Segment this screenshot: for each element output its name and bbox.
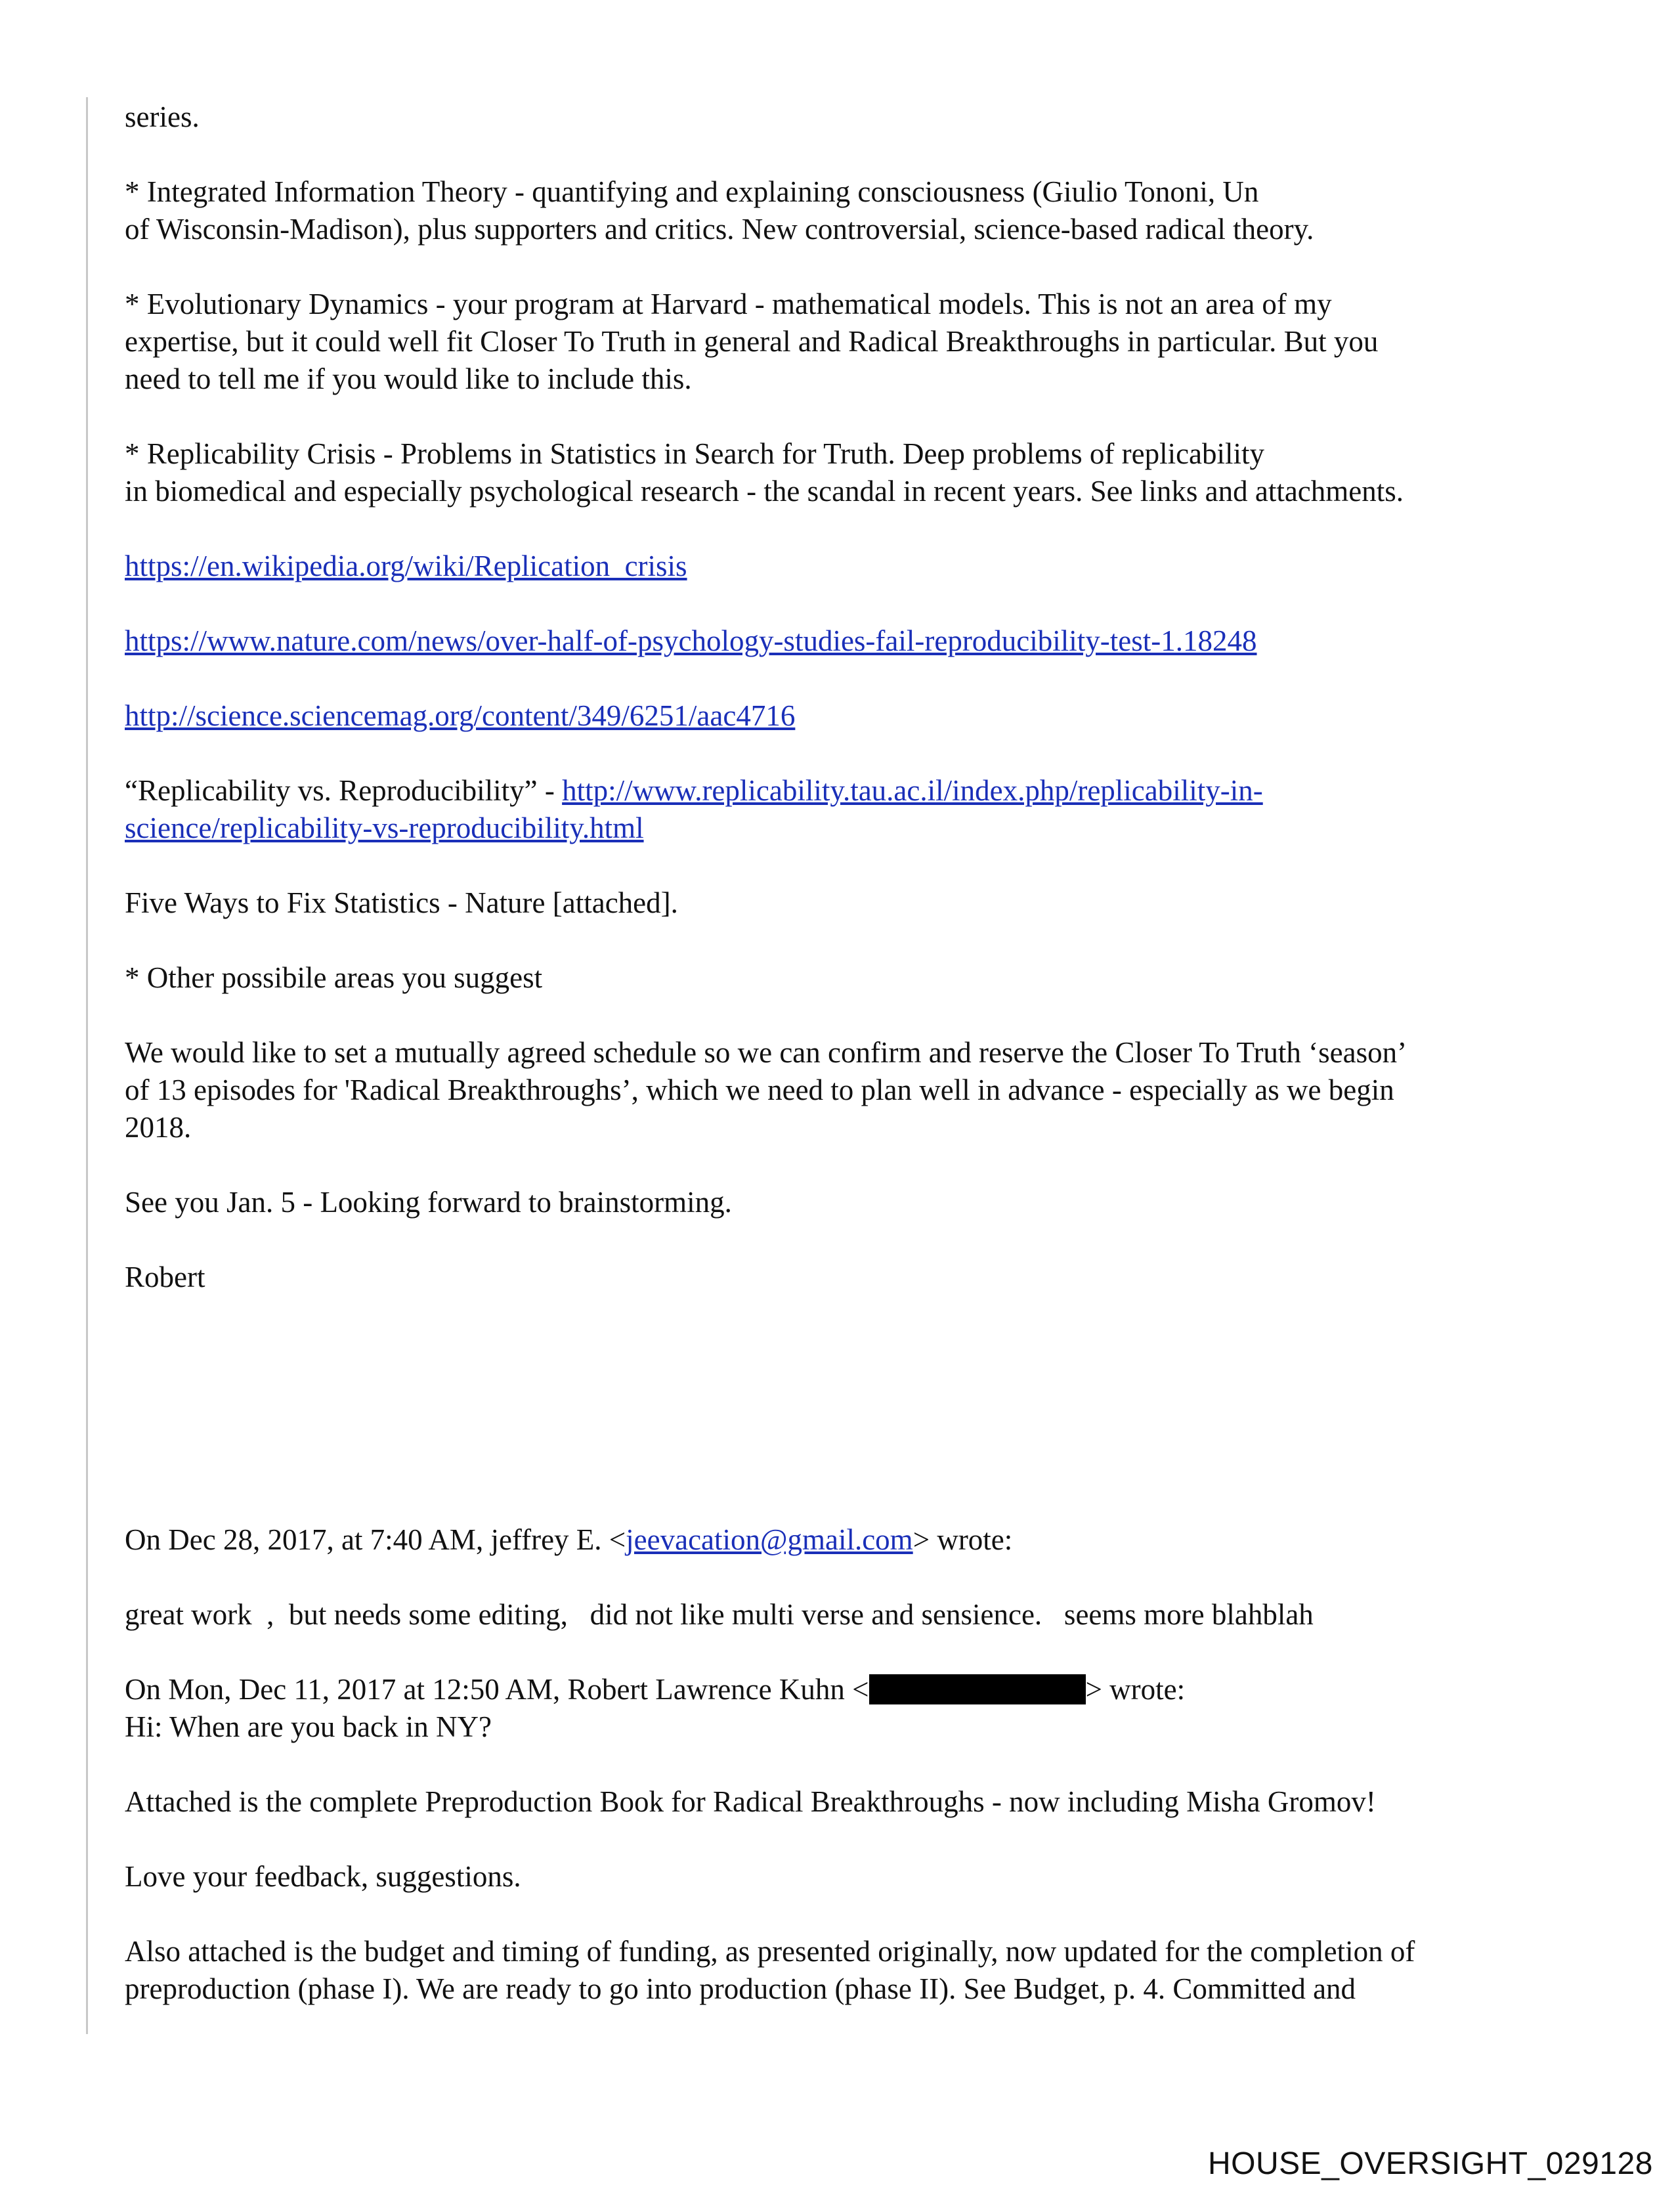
reply2-greeting: Hi: When are you back in NY? <box>125 1710 492 1743</box>
paragraph-link-wikipedia <box>125 548 1595 585</box>
paragraph-schedule <box>125 1034 1595 1146</box>
text-line <box>125 1671 1595 1708</box>
reply1-header-prefix: On Dec 28, 2017, at 7:40 AM, jeffrey E. < <box>125 1523 626 1556</box>
reply1-header <box>125 1521 1595 1559</box>
bates-number: HOUSE_OVERSIGHT_029128 <box>1208 2146 1653 2181</box>
link-replicability-line2[interactable]: science/replicability-vs-reproducibility.html <box>125 812 644 844</box>
text-line: expertise, but it could well fit Closer To Truth in general and Radical Breakthroughs in particular. But you <box>125 325 1379 358</box>
paragraph-series <box>125 98 1595 136</box>
paragraph-replicability-vs-reproducibility <box>125 772 1595 847</box>
quote-bar <box>86 97 88 2034</box>
paragraph-other-areas <box>125 959 1595 997</box>
text-line: * Replicability Crisis - Problems in Statistics in Search for Truth. Deep problems of replicability <box>125 437 1265 470</box>
signature <box>125 1259 1595 1296</box>
link-nature[interactable]: https://www.nature.com/news/over-half-of-psychology-studies-fail-reproducibility-test-1.18248 <box>125 624 1257 657</box>
text-line: in biomedical and especially psychological research - the scandal in recent years. See links and attachments. <box>125 475 1404 508</box>
paragraph-link-sciencemag <box>125 697 1595 735</box>
text-line <box>125 810 1595 847</box>
link-replicability-line1[interactable]: http://www.replicability.tau.ac.il/index.php/replicability-in- <box>562 774 1263 807</box>
text-line: Also attached is the budget and timing of funding, as presented originally, now updated for the completion of <box>125 1935 1415 1968</box>
text-line <box>125 772 1595 810</box>
replicability-prefix: “Replicability vs. Reproducibility” - <box>125 774 563 807</box>
reply2-paragraph-budget <box>125 1933 1595 2008</box>
text-line: 2018. <box>125 1111 192 1144</box>
reply1-message <box>125 1596 1595 1634</box>
text-line: * Evolutionary Dynamics - your program at Harvard - mathematical models. This is not an area of my <box>125 288 1332 320</box>
paragraph-evolutionary-dynamics <box>125 286 1595 398</box>
text-line: great work , but needs some editing, did not like multi verse and sensience. seems more blahblah <box>125 1598 1314 1631</box>
reply2-header-suffix: > wrote: <box>1085 1673 1186 1706</box>
text-line: Love your feedback, suggestions. <box>125 1860 521 1893</box>
email-link[interactable]: jeevacation@gmail.com <box>626 1523 913 1556</box>
text-line: We would like to set a mutually agreed schedule so we can confirm and reserve the Closer To Truth ‘season’ <box>125 1036 1407 1069</box>
paragraph-see-you <box>125 1184 1595 1221</box>
text-line: need to tell me if you would like to include this. <box>125 362 692 395</box>
link-wikipedia[interactable]: https://en.wikipedia.org/wiki/Replication_crisis <box>125 550 687 582</box>
text-line: * Other possibile areas you suggest <box>125 961 543 994</box>
reply2-paragraph-feedback <box>125 1858 1595 1896</box>
link-sciencemag[interactable]: http://science.sciencemag.org/content/349/6251/aac4716 <box>125 699 796 732</box>
reply2-header-prefix: On Mon, Dec 11, 2017 at 12:50 AM, Robert Lawrence Kuhn < <box>125 1673 869 1706</box>
paragraph-link-nature <box>125 622 1595 660</box>
text-line: of Wisconsin-Madison), plus supporters and critics. New controversial, science-based radical theory. <box>125 213 1314 246</box>
reply2-paragraph-preproduction <box>125 1783 1595 1821</box>
text-line: Attached is the complete Preproduction Book for Radical Breakthroughs - now including Misha Gromov! <box>125 1785 1376 1818</box>
text-line <box>125 1521 1595 1559</box>
paragraph-integrated-information-theory <box>125 173 1595 248</box>
paragraph-replicability-crisis <box>125 435 1595 510</box>
text-line: preproduction (phase I). We are ready to go into production (phase II). See Budget, p. 4. Committed and <box>125 1972 1356 2005</box>
reply2-header <box>125 1671 1595 1746</box>
spacer <box>125 1334 1595 1521</box>
reply1-header-suffix: > wrote: <box>912 1523 1013 1556</box>
text-line: of 13 episodes for 'Radical Breakthroughs’, which we need to plan well in advance - especially as we begin <box>125 1073 1394 1106</box>
text-line: See you Jan. 5 - Looking forward to brainstorming. <box>125 1186 732 1219</box>
text-line: Five Ways to Fix Statistics - Nature [attached]. <box>125 886 678 919</box>
text-line: series. <box>125 100 200 133</box>
redaction-box <box>869 1674 1086 1704</box>
signature-name: Robert <box>125 1261 205 1293</box>
text-line: * Integrated Information Theory - quantifying and explaining consciousness (Giulio Tononi, Un <box>125 175 1259 208</box>
email-body <box>125 98 1595 2045</box>
paragraph-five-ways <box>125 884 1595 922</box>
